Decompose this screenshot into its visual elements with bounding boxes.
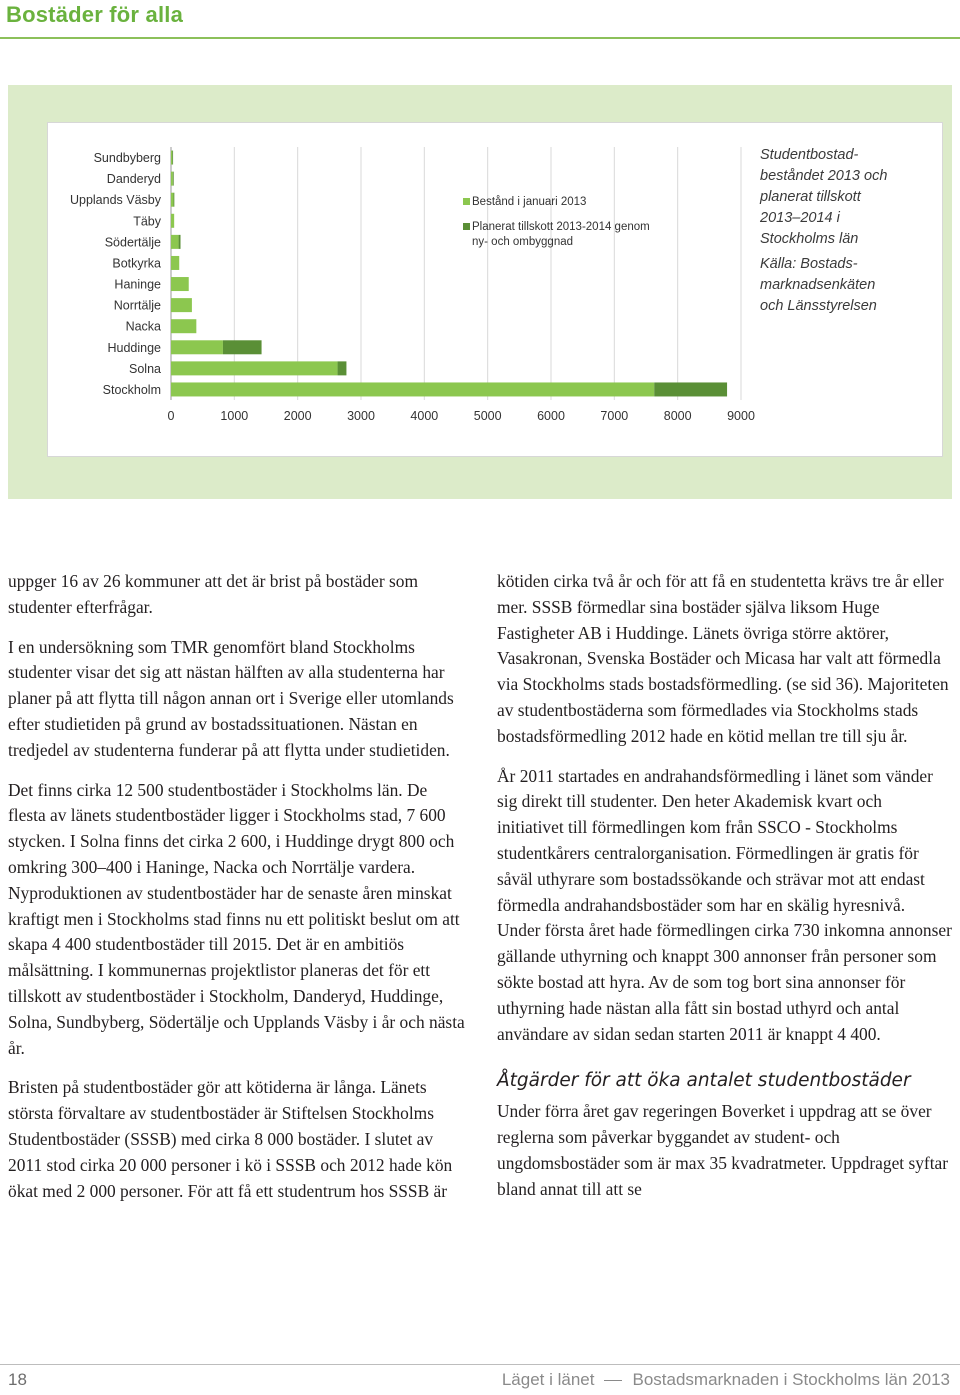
- x-tick-label: 6000: [537, 409, 565, 423]
- x-tick-label: 8000: [663, 409, 692, 423]
- category-label: Södertälje: [104, 235, 161, 250]
- category-label: Haninge: [114, 277, 161, 292]
- caption-source: Källa: Bostads- marknadsenkäten och Länsstyrelsen: [760, 256, 877, 314]
- category-label: Täby: [133, 214, 161, 229]
- legend-swatch: [463, 198, 470, 205]
- legend-label: Planerat tillskott 2013-2014 genom: [472, 221, 650, 233]
- x-tick-label: 3000: [347, 409, 375, 423]
- x-tick-label: 7000: [600, 409, 629, 423]
- category-label: Botkyrka: [112, 256, 161, 271]
- legend-swatch: [463, 223, 470, 230]
- footer-separator: [604, 1380, 622, 1381]
- bar-existing: [171, 319, 196, 333]
- page-number: 18: [8, 1370, 27, 1389]
- paragraph: uppger 16 av 26 kommuner att det är brist på bostäder som studenter efterfrågar.: [8, 571, 419, 617]
- right-column: [497, 569, 952, 1217]
- bar-existing: [171, 193, 174, 207]
- x-tick-label: 1000: [220, 409, 249, 423]
- page-header-title: Bostäder för alla: [6, 2, 184, 27]
- footer-divider: [0, 1364, 960, 1365]
- x-tick-label: 4000: [410, 409, 439, 423]
- bar-planned: [654, 382, 727, 396]
- category-label: Danderyd: [106, 172, 161, 187]
- paragraph: År 2011 startades en andrahandsförmedling i länet som vänder sig direkt till studenter. Den heter Akademisk kvart och initiativet till förmedlingen kom från SSCO - Stockholms studentkårers centralorganisation. Förmedlingen är gratis för såväl uthyrare som bostadssökande och strävar mot att endast förmedla andrahandsbostäder som har en skälig hyresnivå. Under första året hade förmedlingen cirka 730 inkomna annonser gällande uthyrning och knappt 300 annonser från personer som sökte bostad att hyra. Av de som tog bort sina annonser för uthyrning hade nästan alla fått sin bostad uthyrd och antal användare av sidan sedan starten 2011 är knappt 4 400.: [497, 765, 952, 1044]
- x-tick-label: 9000: [727, 409, 755, 423]
- bar-existing: [171, 340, 223, 354]
- bar-existing: [171, 235, 179, 249]
- category-label: Norrtälje: [113, 298, 161, 313]
- paragraph: Bristen på studentbostäder gör att kötiderna är långa. Länets största förvaltare av studentbostäder är Stiftelsen Stockholms Studentbostäder (SSSB) med cirka 8 000 bostäder. I slutet av 2011 stod cirka 20 000 personer i kö i SSSB och 2012 hade kön ökat med 2 000 personer. För att få ett studentrum hos SSSB är: [8, 1077, 453, 1201]
- x-tick-label: 5000: [473, 409, 502, 423]
- left-column: [8, 569, 468, 1218]
- running-footer: [502, 1370, 950, 1390]
- bar-existing: [171, 298, 192, 312]
- bar-existing: [171, 361, 338, 375]
- bar-existing: [171, 214, 174, 228]
- category-label: Stockholm: [102, 382, 161, 397]
- footer-publication: Bostadsmarknaden i Stockholms län 2013: [632, 1370, 950, 1389]
- bar-planned: [173, 172, 174, 186]
- legend-label: Bestånd i januari 2013: [472, 196, 587, 208]
- bar-existing: [171, 172, 173, 186]
- section-heading: Åtgärder för att öka antalet studentbostäder: [497, 1070, 911, 1092]
- paragraph: kötiden cirka två år och för att få en studentetta krävs tre år eller mer. SSSB förmedlar sina bostäder själva liksom Huge Fastigheter AB i Huddinge. Länets övriga större aktörer, Vasakronan, Svenska Bostäder och Micasa har valt att förmedla via Stockholms stads bostadsförmedling. (se sid 36). Majoriteten av studentbostäderna som förmedlades via Stockholms stads bostadsförmedling 2012 hade en kötid mellan tre till sju år.: [497, 571, 949, 746]
- bar-existing: [171, 256, 179, 270]
- paragraph: Under förra året gav regeringen Boverket i uppdrag att se över reglerna som påverkar byggandet av student- och ungdomsbostäder som är max 35 kvadratmeter. Uppdraget syftar bland annat till att se: [497, 1101, 949, 1199]
- paragraph: I en undersökning som TMR genomfört bland Stockholms studenter visar det sig att nästan hälften av alla studenterna har planer på att flytta till någon annan ort i Sverige eller utomlands efter studietiden på grund av bostadssituationen. Nästan en tredjedel av studenterna funderar på att flytta under studietiden.: [8, 636, 454, 760]
- bar-existing: [171, 382, 654, 396]
- chart-caption: [760, 145, 945, 321]
- category-label: Sundbyberg: [93, 151, 161, 166]
- bar-existing: [171, 277, 189, 291]
- bar-existing: [171, 151, 172, 165]
- caption-title: Studentbostad- beståndet 2013 och planerat tillskott 2013–2014 i Stockholms län: [760, 147, 888, 247]
- footer-section: Läget i länet: [501, 1370, 595, 1389]
- x-tick-label: 2000: [283, 409, 312, 423]
- bar-planned: [338, 361, 347, 375]
- bar-planned: [174, 193, 175, 207]
- legend-label: ny- och ombyggnad: [472, 236, 574, 248]
- x-tick-label: 0: [167, 409, 175, 423]
- category-label: Upplands Väsby: [69, 193, 161, 208]
- category-label: Solna: [129, 361, 161, 376]
- bar-planned: [223, 340, 262, 354]
- bar-planned: [172, 151, 173, 165]
- category-label: Huddinge: [107, 340, 161, 355]
- category-label: Nacka: [125, 319, 161, 334]
- bar-planned: [179, 235, 181, 249]
- paragraph: Det finns cirka 12 500 studentbostäder i Stockholms län. De flesta av länets studentbostäder ligger i Stockholms stad, 7 600 stycken. I Solna finns det cirka 2 600, i Huddinge drygt 800 och omkring 300–400 i Haninge, Nacka och Norrtälje vardera. Nyproduktionen av studentbostäder har de senaste åren minskat kraftigt men i Stockholms stad finns nu ett politiskt beslut om att skapa 4 400 studentbostäder till 2015. Det är en ambitiös målsättning. I kommunernas projektlistor planeras det för ett tillskott av studentbostäder i Stockholm, Danderyd, Huddinge, Solna, Sundbyberg, Södertälje och Upplands Väsby i år och nästa år.: [8, 779, 465, 1058]
